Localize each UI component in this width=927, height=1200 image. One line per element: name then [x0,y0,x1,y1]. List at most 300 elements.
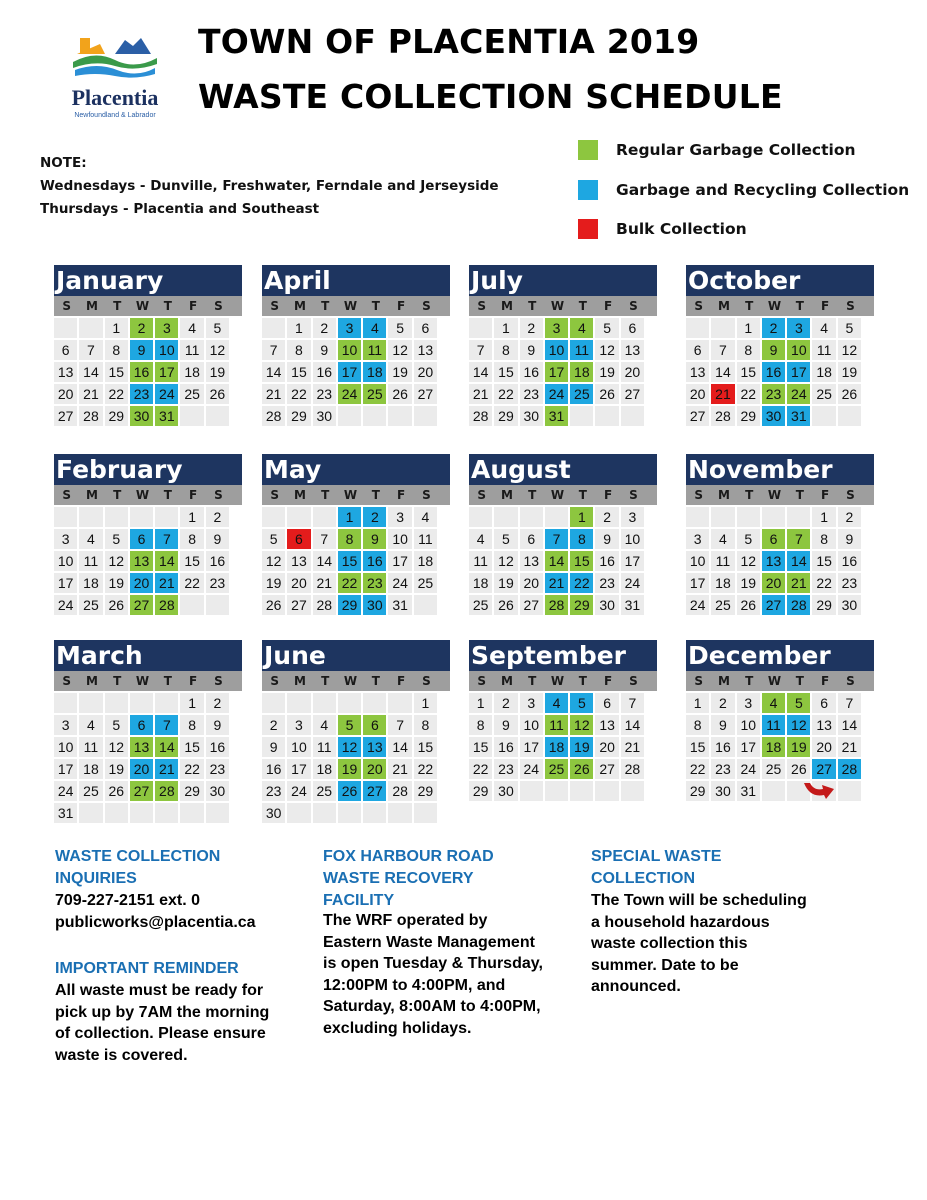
empty-day-cell [105,693,128,713]
empty-day-cell [54,318,77,338]
special-waste-heading [591,846,721,890]
day-cell: 10 [388,529,411,549]
week-row [469,693,657,713]
week-row [262,737,450,757]
day-cell: 21 [838,737,861,757]
day-cell: 15 [686,737,709,757]
weekday-label: F [604,488,613,502]
garbage-collection-day: 27 [130,595,153,615]
day-cell: 1 [469,693,492,713]
recycling-collection-day: 1 [338,507,361,527]
weekday-label: S [629,299,638,313]
week-row [262,759,450,779]
garbage-collection-day: 6 [762,529,785,549]
weekday-label: F [604,674,613,688]
recycling-collection-day: 28 [838,759,861,779]
recycling-collection-day: 5 [570,693,593,713]
garbage-collection-day: 25 [363,384,386,404]
day-cell: 21 [262,384,285,404]
recycling-collection-day: 13 [762,551,785,571]
weekday-label: T [113,674,122,688]
empty-day-cell [287,693,310,713]
day-cell: 8 [287,340,310,360]
day-cell: 2 [206,507,229,527]
weekday-label: F [821,674,830,688]
weekday-header [469,485,657,505]
day-cell: 21 [621,737,644,757]
empty-day-cell [363,406,386,426]
day-cell: 30 [262,803,285,823]
empty-day-cell [545,781,568,801]
day-cell: 21 [388,759,411,779]
text-line: Eastern Waste Management [323,933,535,951]
day-cell: 20 [595,737,618,757]
empty-day-cell [414,595,437,615]
day-cell: 13 [595,715,618,735]
week-row [54,362,242,382]
weekday-label: T [528,488,537,502]
day-cell: 17 [686,573,709,593]
day-cell: 17 [287,759,310,779]
day-cell: 23 [838,573,861,593]
week-row [262,781,450,801]
day-cell: 26 [105,781,128,801]
day-cell: 21 [79,384,102,404]
recycling-collection-day: 30 [762,406,785,426]
weekday-header [262,671,450,691]
day-cell: 29 [686,781,709,801]
month-name: July [469,265,657,296]
day-cell: 22 [812,573,835,593]
weekday-label: T [321,299,330,313]
day-cell: 13 [414,340,437,360]
recycling-collection-day: 31 [787,406,810,426]
day-cell: 1 [287,318,310,338]
day-cell: 5 [105,715,128,735]
day-cell: 23 [711,759,734,779]
day-cell: 9 [206,529,229,549]
text-line: summer. Date to be [591,956,739,974]
day-cell: 4 [180,318,203,338]
day-cell: 15 [105,362,128,382]
empty-day-cell [762,781,785,801]
empty-day-cell [79,803,102,823]
day-cell: 9 [494,715,517,735]
empty-day-cell [155,507,178,527]
weekday-label: M [85,674,98,688]
month-october [686,265,874,426]
day-cell: 2 [711,693,734,713]
recycling-collection-day: 7 [155,529,178,549]
recycling-collection-day: 17 [338,362,361,382]
weekday-header [686,671,874,691]
weekday-label: M [85,299,98,313]
day-cell: 4 [313,715,336,735]
weekday-header [262,296,450,316]
weekday-label: M [500,488,513,502]
empty-day-cell [79,693,102,713]
day-cell: 26 [595,384,618,404]
note-line-wednesdays: Wednesdays - Dunville, Freshwater, Ferndale and Jerseyside [40,178,499,194]
recycling-collection-day: 15 [338,551,361,571]
day-cell: 13 [520,551,543,571]
day-cell: 12 [494,551,517,571]
day-cell: 27 [520,595,543,615]
weekday-label: W [767,488,782,502]
day-cell: 26 [105,595,128,615]
empty-day-cell [79,318,102,338]
garbage-collection-day: 19 [338,759,361,779]
legend-swatch [578,180,598,200]
day-cell: 1 [414,693,437,713]
weekday-label: S [422,299,431,313]
day-cell: 5 [206,318,229,338]
weekday-label: W [135,299,150,313]
text-line: waste collection this [591,935,748,952]
day-cell: 25 [414,573,437,593]
day-cell: 20 [686,384,709,404]
day-cell: 24 [686,595,709,615]
empty-day-cell [686,318,709,338]
week-row [54,759,242,779]
day-cell: 23 [494,759,517,779]
month-february [54,454,242,615]
empty-day-cell [155,803,178,823]
empty-day-cell [812,406,835,426]
text-line: WASTE RECOVERY [323,870,474,887]
recycling-collection-day: 4 [545,693,568,713]
weekday-label: M [85,488,98,502]
weekday-label: S [477,488,486,502]
day-cell: 7 [711,340,734,360]
day-cell: 18 [79,759,102,779]
weekday-label: F [397,299,406,313]
day-cell: 19 [262,573,285,593]
day-cell: 29 [812,595,835,615]
week-row [686,737,874,757]
day-cell: 19 [105,573,128,593]
week-row [686,551,874,571]
recycling-collection-day: 27 [762,595,785,615]
day-cell: 17 [621,551,644,571]
week-row [54,737,242,757]
empty-day-cell [130,803,153,823]
day-cell: 9 [206,715,229,735]
day-cell: 21 [469,384,492,404]
day-cell: 24 [54,781,77,801]
day-cell: 14 [313,551,336,571]
weekday-label: T [578,488,587,502]
week-row [262,551,450,571]
week-row [262,318,450,338]
day-cell: 21 [313,573,336,593]
day-cell: 9 [711,715,734,735]
recycling-collection-day: 21 [155,759,178,779]
day-cell: 30 [838,595,861,615]
text-line: FOX HARBOUR ROAD [323,848,494,865]
recycling-collection-day: 19 [570,737,593,757]
empty-day-cell [838,406,861,426]
garbage-collection-day: 12 [570,715,593,735]
day-cell: 26 [206,384,229,404]
placentia-logo [55,32,175,132]
day-cell: 22 [686,759,709,779]
recycling-collection-day: 3 [787,318,810,338]
day-cell: 22 [287,384,310,404]
month-january [54,265,242,426]
day-cell: 10 [737,715,760,735]
day-cell: 3 [54,529,77,549]
day-cell: 12 [737,551,760,571]
garbage-collection-day: 7 [787,529,810,549]
day-cell: 18 [711,573,734,593]
logo-graphic-icon [55,32,175,84]
text-line: a household hazardous [591,913,770,931]
day-cell: 29 [287,406,310,426]
day-cell: 16 [711,737,734,757]
weekday-label: S [422,488,431,502]
recycling-collection-day: 23 [130,384,153,404]
empty-day-cell [180,595,203,615]
day-cell: 23 [206,759,229,779]
note-heading: NOTE: [40,155,87,171]
empty-day-cell [130,507,153,527]
day-cell: 6 [621,318,644,338]
month-name: August [469,454,657,485]
recycling-collection-day: 10 [545,340,568,360]
empty-day-cell [338,406,361,426]
day-cell: 9 [520,340,543,360]
recycling-collection-day: 21 [545,573,568,593]
day-cell: 6 [812,693,835,713]
empty-day-cell [494,507,517,527]
weekday-label: M [717,299,730,313]
text-line: waste is covered. [55,1046,188,1064]
day-cell: 25 [180,384,203,404]
weekday-header [469,296,657,316]
week-row [686,595,874,615]
weekday-label: T [113,299,122,313]
recycling-collection-day: 30 [363,595,386,615]
garbage-collection-day: 1 [570,507,593,527]
recycling-collection-day: 18 [545,737,568,757]
legend-item [578,140,856,160]
day-cell: 27 [287,595,310,615]
recycling-collection-day: 12 [787,715,810,735]
empty-day-cell [621,781,644,801]
note-line-thursdays: Thursdays - Placentia and Southeast [40,201,320,217]
weekday-label: S [846,488,855,502]
page-title-line2: WASTE COLLECTION SCHEDULE [198,77,783,116]
day-cell: 24 [54,595,77,615]
day-cell: 15 [469,737,492,757]
week-row [54,529,242,549]
day-cell: 1 [494,318,517,338]
recycling-collection-day: 2 [762,318,785,338]
day-cell: 30 [313,406,336,426]
day-cell: 8 [180,529,203,549]
garbage-collection-day: 23 [363,573,386,593]
day-cell: 18 [469,573,492,593]
recycling-collection-day: 20 [130,759,153,779]
day-cell: 22 [180,759,203,779]
empty-day-cell [545,507,568,527]
garbage-collection-day: 26 [570,759,593,779]
special-waste-text [591,890,807,998]
garbage-collection-day: 14 [155,551,178,571]
day-cell: 12 [105,737,128,757]
day-cell: 20 [621,362,644,382]
week-row [686,507,874,527]
garbage-collection-day: 31 [155,406,178,426]
empty-day-cell [262,507,285,527]
day-cell: 26 [262,595,285,615]
text-line: Saturday, 8:00AM to 4:00PM, [323,998,541,1015]
empty-day-cell [338,693,361,713]
day-cell: 26 [838,384,861,404]
day-cell: 31 [388,595,411,615]
week-row [262,803,450,823]
garbage-collection-day: 29 [570,595,593,615]
day-cell: 2 [262,715,285,735]
day-cell: 7 [262,340,285,360]
garbage-collection-day: 3 [155,318,178,338]
legend-label: Bulk Collection [616,220,747,238]
day-cell: 1 [812,507,835,527]
week-row [469,529,657,549]
empty-day-cell [54,507,77,527]
day-cell: 16 [313,362,336,382]
garbage-collection-day: 4 [570,318,593,338]
month-november [686,454,874,615]
day-cell: 30 [494,781,517,801]
week-row [469,737,657,757]
week-row [54,803,242,823]
garbage-collection-day: 25 [545,759,568,779]
empty-day-cell [105,803,128,823]
weekday-label: T [321,674,330,688]
text-line: is open Tuesday & Thursday, [323,955,543,972]
day-cell: 3 [388,507,411,527]
day-cell: 7 [469,340,492,360]
inquiries-email[interactable]: publicworks@placentia.ca [55,913,256,931]
garbage-collection-day: 9 [363,529,386,549]
week-row [686,715,874,735]
week-row [469,340,657,360]
empty-day-cell [206,803,229,823]
week-row [54,715,242,735]
recycling-collection-day: 24 [155,384,178,404]
weekday-label: S [846,299,855,313]
week-row [262,529,450,549]
empty-day-cell [737,507,760,527]
day-cell: 8 [469,715,492,735]
recycling-collection-day: 26 [338,781,361,801]
day-cell: 28 [621,759,644,779]
weekday-header [469,671,657,691]
day-cell: 17 [737,737,760,757]
week-row [469,715,657,735]
text-line: All waste must be ready for [55,982,264,999]
month-name: November [686,454,874,485]
recycling-collection-day: 16 [762,362,785,382]
day-cell: 7 [79,340,102,360]
recycling-collection-day: 12 [338,737,361,757]
weekday-label: W [550,488,565,502]
weekday-label: M [293,674,306,688]
day-cell: 3 [54,715,77,735]
month-name: December [686,640,874,671]
garbage-collection-day: 23 [762,384,785,404]
weekday-label: M [293,299,306,313]
weekday-label: T [113,488,122,502]
week-row [54,551,242,571]
day-cell: 27 [621,384,644,404]
day-cell: 7 [838,693,861,713]
day-cell: 26 [388,384,411,404]
weekday-header [54,671,242,691]
week-row [469,551,657,571]
text-line: COLLECTION [591,870,695,887]
day-cell: 6 [595,693,618,713]
legend-label: Garbage and Recycling Collection [616,181,910,199]
day-cell: 8 [812,529,835,549]
weekday-label: T [745,299,754,313]
recycling-collection-day: 9 [130,340,153,360]
week-row [469,406,657,426]
day-cell: 12 [262,551,285,571]
weekday-label: T [163,488,172,502]
week-row [262,406,450,426]
weekday-label: S [214,299,223,313]
day-cell: 16 [838,551,861,571]
day-cell: 1 [180,507,203,527]
day-cell: 15 [287,362,310,382]
garbage-collection-day: 21 [787,573,810,593]
empty-day-cell [711,318,734,338]
day-cell: 1 [686,693,709,713]
weekday-label: T [578,674,587,688]
day-cell: 7 [313,529,336,549]
day-cell: 2 [206,693,229,713]
week-row [262,595,450,615]
day-cell: 7 [621,693,644,713]
day-cell: 29 [469,781,492,801]
day-cell: 15 [494,362,517,382]
day-cell: 19 [105,759,128,779]
week-row [262,340,450,360]
facility-heading [323,846,494,912]
empty-day-cell [130,693,153,713]
day-cell: 28 [313,595,336,615]
weekday-label: M [717,488,730,502]
day-cell: 25 [469,595,492,615]
empty-day-cell [388,406,411,426]
recycling-collection-day: 8 [570,529,593,549]
day-cell: 8 [414,715,437,735]
day-cell: 5 [838,318,861,338]
day-cell: 5 [595,318,618,338]
month-december [686,640,874,801]
day-cell: 28 [711,406,734,426]
week-row [686,406,874,426]
text-line: announced. [591,978,681,995]
empty-day-cell [313,803,336,823]
week-row [469,781,657,801]
recycling-collection-day: 28 [787,595,810,615]
month-name: May [262,454,450,485]
day-cell: 3 [520,693,543,713]
